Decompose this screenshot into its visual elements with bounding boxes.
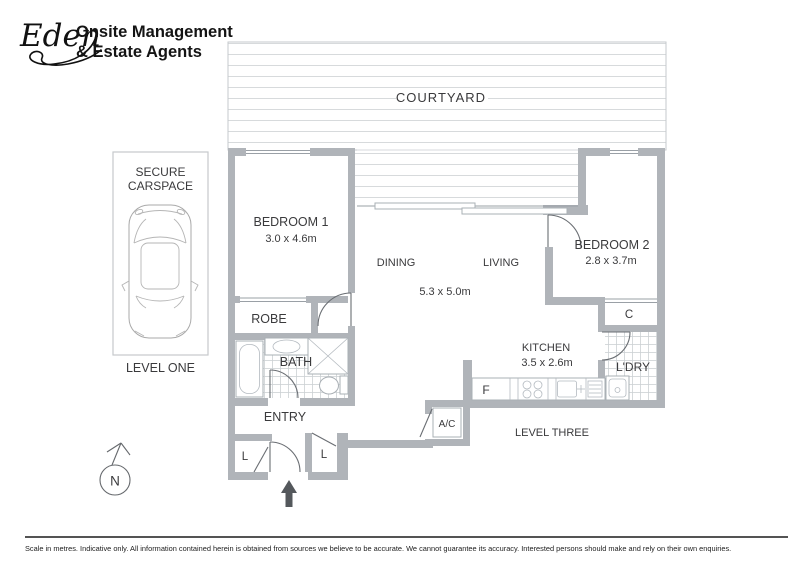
robe-label: ROBE: [251, 312, 287, 326]
entry-arrow-icon: [281, 480, 297, 507]
living-label: LIVING: [482, 257, 520, 269]
bedroom1-label: BEDROOM 1: [253, 215, 329, 229]
bedroom2-label: BEDROOM 2: [574, 238, 650, 252]
sliding-door-robe: [240, 296, 306, 303]
logo-text: Eden: [20, 18, 101, 54]
window-bedroom1: [246, 148, 310, 156]
bedroom2-dims: 2.8 x 3.7m: [585, 255, 637, 267]
dining-label: DINING: [376, 257, 416, 269]
window-bedroom2: [610, 148, 638, 156]
company-line2: & Estate Agents: [76, 43, 202, 61]
closet-right-label: L: [320, 449, 328, 461]
living-dining-dims: 5.3 x 5.0m: [419, 286, 471, 298]
entry-label: ENTRY: [263, 410, 307, 424]
bedroom1-dims: 3.0 x 4.6m: [265, 233, 317, 245]
carspace-line2: CARSPACE: [127, 179, 194, 193]
company-line1: Onsite Management: [76, 23, 233, 41]
closet-c-label: C: [624, 309, 634, 321]
level-one-label: LEVEL ONE: [125, 361, 196, 375]
vanity-icon: [265, 338, 308, 355]
laundry-tub-icon: [606, 376, 629, 400]
carspace: [113, 152, 208, 375]
car-icon: [122, 205, 198, 338]
laundry-label: L'DRY: [615, 360, 651, 374]
ac-label: A/C: [438, 419, 456, 430]
sliding-door-closet-c: [605, 297, 657, 305]
level-three-label: LEVEL THREE: [515, 427, 589, 439]
north-label: N: [110, 473, 120, 489]
kitchen-dims: 3.5 x 2.6m: [521, 357, 573, 369]
closet-left-label: L: [241, 451, 249, 463]
bath-label: BATH: [279, 355, 313, 369]
carspace-line1: SECURE: [135, 165, 186, 179]
kitchen-label: KITCHEN: [521, 342, 571, 354]
disclaimer-text: Scale in metres. Indicative only. All information contained herein is obtained from sources we believe to be accurate. We cannot guarantee its accuracy. Interested persons should make and rely on their own enquiries.: [25, 544, 732, 553]
toilet-icon: [340, 376, 348, 394]
kitchen-bench: [472, 378, 605, 400]
courtyard: [228, 42, 666, 206]
fridge-label: F: [482, 383, 490, 397]
courtyard-label: COURTYARD: [395, 90, 487, 105]
